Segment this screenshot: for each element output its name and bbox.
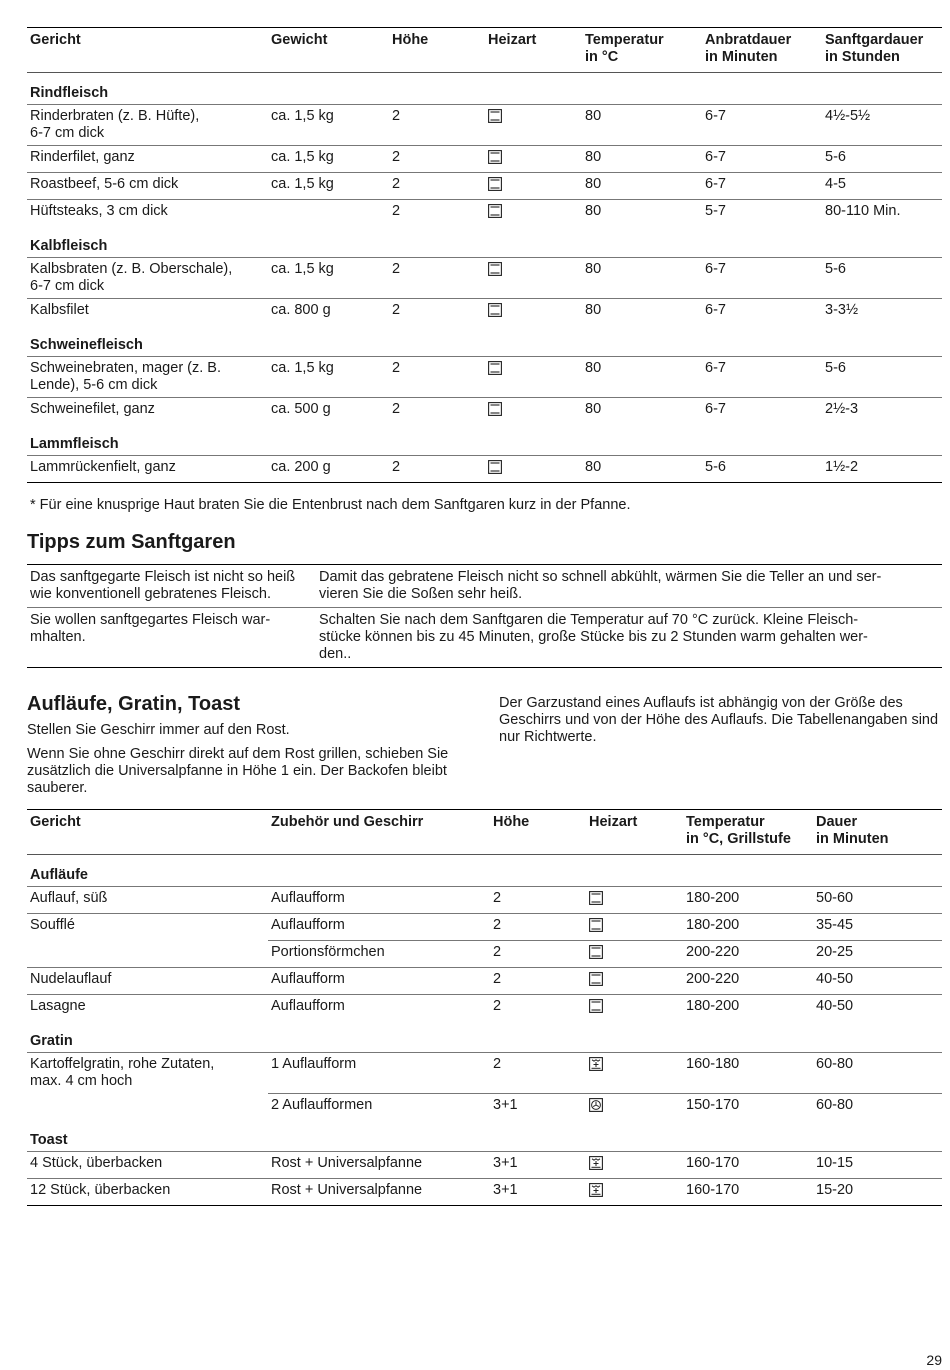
meat_table-cell-sear: 6-7 bbox=[702, 398, 822, 425]
gratin_table-cell-time: 35-45 bbox=[813, 914, 942, 941]
top-bottom-heat-icon bbox=[589, 972, 603, 986]
meat_table-cell-dish: Kalbsfilet bbox=[27, 299, 268, 326]
top-bottom-heat-icon bbox=[589, 945, 603, 959]
gratin_table-category-row bbox=[27, 855, 942, 887]
meat_table-cell-temp: 80 bbox=[582, 200, 702, 227]
tips-table bbox=[27, 564, 942, 668]
gratin_table-heat-cell bbox=[586, 1093, 683, 1120]
gratin_table-cell-temp: 180-200 bbox=[683, 995, 813, 1022]
gratin_table-cell-temp: 200-220 bbox=[683, 968, 813, 995]
meat_table-header-weight: Gewicht bbox=[268, 28, 389, 73]
meat_table-table-row bbox=[27, 173, 942, 200]
gratin_table-cell-dish: Nudelauflauf bbox=[27, 968, 268, 995]
gratin_table-cell-level: 3+1 bbox=[490, 1151, 586, 1178]
gratin_table-heat-cell bbox=[586, 887, 683, 914]
meat_table-cell-level: 2 bbox=[389, 258, 485, 299]
gratin_table-cell-level: 2 bbox=[490, 887, 586, 914]
meat_table-cell-slow: 1½-2 bbox=[822, 456, 942, 483]
gratin_table-table-row bbox=[27, 1151, 942, 1178]
gratin_table-cell-acc: Auflaufform bbox=[268, 995, 490, 1022]
meat_table-cell-temp: 80 bbox=[582, 258, 702, 299]
meat_table-heat-cell bbox=[485, 398, 582, 425]
gratin_table-category-title: Gratin bbox=[30, 1033, 73, 1049]
gratin_table-table-row bbox=[27, 1178, 942, 1205]
gratin_table-cell-acc: Auflaufform bbox=[268, 914, 490, 941]
meat_table-cell-weight: ca. 1,5 kg bbox=[268, 357, 389, 398]
meat_table-cell-level: 2 bbox=[389, 200, 485, 227]
gratin_table-header-heat: Heizart bbox=[586, 810, 683, 855]
gratin_table-cell-time: 15-20 bbox=[813, 1178, 942, 1205]
meat_table-cell-sear: 6-7 bbox=[702, 357, 822, 398]
gratin_table-cell-level: 2 bbox=[490, 914, 586, 941]
meat_table-heat-cell bbox=[485, 456, 582, 483]
meat_table-category-title: Lammfleisch bbox=[30, 436, 119, 452]
top-bottom-heat-icon bbox=[488, 177, 502, 191]
gratin_table-header-row bbox=[27, 810, 942, 855]
circulated-grill-icon bbox=[589, 1057, 603, 1071]
top-bottom-heat-icon bbox=[488, 204, 502, 218]
meat_table-heat-cell bbox=[485, 173, 582, 200]
gratin-intro-left bbox=[27, 722, 472, 797]
meat_table-table-row bbox=[27, 146, 942, 173]
gratin_table-cell-dish: 12 Stück, überbacken bbox=[27, 1178, 268, 1205]
gratin-toast-table bbox=[27, 809, 942, 1206]
meat_table-category-row bbox=[27, 325, 942, 357]
gratin_table-cell-acc: Auflaufform bbox=[268, 968, 490, 995]
meat_table-cell-weight: ca. 200 g bbox=[268, 456, 389, 483]
gratin_table-cell-acc: 2 Auflaufformen bbox=[268, 1093, 490, 1120]
gratin_table-heat-cell bbox=[586, 1151, 683, 1178]
top-bottom-heat-icon bbox=[488, 109, 502, 123]
meat_table-header-slow: Sanftgardauer in Stunden bbox=[822, 28, 942, 73]
meat_table-header-row bbox=[27, 28, 942, 73]
tips-solution: Damit das gebratene Fleisch nicht so schnell abkühlt, wärmen Sie die Teller an und ser- vieren Sie die Soßen sehr heiß. bbox=[316, 565, 942, 608]
gratin_table-cell-temp: 160-170 bbox=[683, 1151, 813, 1178]
meat_table-header-heat: Heizart bbox=[485, 28, 582, 73]
meat_table-header-dish: Gericht bbox=[27, 28, 268, 73]
meat_table-table-row bbox=[27, 357, 942, 398]
meat_table-category-title: Kalbfleisch bbox=[30, 238, 108, 254]
meat_table-cell-sear: 6-7 bbox=[702, 105, 822, 146]
meat_table-cell-temp: 80 bbox=[582, 299, 702, 326]
meat_table-cell-sear: 6-7 bbox=[702, 258, 822, 299]
gratin_table-cell-temp: 150-170 bbox=[683, 1093, 813, 1120]
gratin_table-cell-acc: Portionsförmchen bbox=[268, 941, 490, 968]
meat_table-cell-weight: ca. 800 g bbox=[268, 299, 389, 326]
meat_table-cell-level: 2 bbox=[389, 105, 485, 146]
footnote: * Für eine knusprige Haut braten Sie die Entenbrust nach dem Sanftgaren kurz in der Pfanne. bbox=[30, 497, 631, 513]
meat_table-cell-slow: 3-3½ bbox=[822, 299, 942, 326]
gratin_table-cell-time: 40-50 bbox=[813, 968, 942, 995]
meat_table-cell-temp: 80 bbox=[582, 398, 702, 425]
meat_table-cell-dish: Schweinebraten, mager (z. B. Lende), 5-6 cm dick bbox=[27, 357, 268, 398]
gratin_table-table-row bbox=[27, 887, 942, 914]
gratin_table-cell-acc: Rost + Universalpfanne bbox=[268, 1178, 490, 1205]
hot-air-icon bbox=[589, 1098, 603, 1112]
meat_table-cell-level: 2 bbox=[389, 357, 485, 398]
gratin_table-table-row bbox=[27, 1053, 942, 1094]
meat_table-table-row bbox=[27, 258, 942, 299]
gratin_table-cell-time: 40-50 bbox=[813, 995, 942, 1022]
meat_table-cell-temp: 80 bbox=[582, 173, 702, 200]
meat_table-cell-slow: 5-6 bbox=[822, 258, 942, 299]
meat_table-cell-level: 2 bbox=[389, 146, 485, 173]
gratin_table-cell-level: 2 bbox=[490, 968, 586, 995]
meat_table-cell-level: 2 bbox=[389, 398, 485, 425]
meat_table-category-row bbox=[27, 226, 942, 258]
gratin_table-cell-time: 60-80 bbox=[813, 1093, 942, 1120]
gratin_table-heat-cell bbox=[586, 1178, 683, 1205]
meat_table-cell-sear: 6-7 bbox=[702, 146, 822, 173]
meat_table-cell-level: 2 bbox=[389, 299, 485, 326]
meat_table-heat-cell bbox=[485, 299, 582, 326]
meat_table-cell-dish: Rinderbraten (z. B. Hüfte), 6-7 cm dick bbox=[27, 105, 268, 146]
meat_table-cell-temp: 80 bbox=[582, 456, 702, 483]
tips-problem: Sie wollen sanftgegartes Fleisch war- mhalten. bbox=[27, 608, 316, 668]
gratin_table-cell-temp: 180-200 bbox=[683, 887, 813, 914]
gratin_table-cell-temp: 200-220 bbox=[683, 941, 813, 968]
top-bottom-heat-icon bbox=[488, 303, 502, 317]
meat_table-category-row bbox=[27, 73, 942, 105]
gratin_table-cell-level: 2 bbox=[490, 995, 586, 1022]
meat_table-cell-sear: 5-7 bbox=[702, 200, 822, 227]
meat_table-heat-cell bbox=[485, 258, 582, 299]
top-bottom-heat-icon bbox=[589, 999, 603, 1013]
gratin_table-cell-time: 60-80 bbox=[813, 1053, 942, 1094]
meat_table-cell-dish: Lammrückenfielt, ganz bbox=[27, 456, 268, 483]
gratin_table-table-row bbox=[27, 914, 942, 941]
meat_table-cell-level: 2 bbox=[389, 456, 485, 483]
gratin_table-cell-dish: Kartoffelgratin, rohe Zutaten, max. 4 cm hoch bbox=[27, 1053, 268, 1094]
tips-title: Tipps zum Sanftgaren bbox=[27, 531, 236, 553]
top-bottom-heat-icon bbox=[488, 361, 502, 375]
tips-row bbox=[27, 565, 942, 608]
gratin_table-cell-time: 20-25 bbox=[813, 941, 942, 968]
meat_table-heat-cell bbox=[485, 200, 582, 227]
gratin_table-category-row bbox=[27, 1120, 942, 1152]
gratin_table-table-row bbox=[27, 941, 942, 968]
top-bottom-heat-icon bbox=[589, 891, 603, 905]
gratin_table-cell-acc: Auflaufform bbox=[268, 887, 490, 914]
gratin_table-heat-cell bbox=[586, 941, 683, 968]
tips-solution: Schalten Sie nach dem Sanftgaren die Temperatur auf 70 °C zurück. Kleine Fleisch- stücke können bis zu 45 Minuten, große Stücke bis zu 2 Stunden warm gehalten wer- den.. bbox=[316, 608, 942, 668]
gratin_table-cell-dish: Auflauf, süß bbox=[27, 887, 268, 914]
gratin_table-cell-temp: 160-170 bbox=[683, 1178, 813, 1205]
meat_table-cell-dish: Kalbsbraten (z. B. Oberschale), 6-7 cm dick bbox=[27, 258, 268, 299]
gratin_table-table-row bbox=[27, 995, 942, 1022]
gratin_table-header-time: Dauer in Minuten bbox=[813, 810, 942, 855]
gratin-intro-paragraph-3: Der Garzustand eines Auflaufs ist abhängig von der Größe des Geschirrs und von der Höhe des Auflaufs. Die Tabellenangaben sind nur Richtwerte. bbox=[499, 695, 939, 745]
meat_table-cell-temp: 80 bbox=[582, 146, 702, 173]
gratin_table-heat-cell bbox=[586, 914, 683, 941]
top-bottom-heat-icon bbox=[488, 460, 502, 474]
gratin-intro-paragraph-1: Stellen Sie Geschirr immer auf den Rost. bbox=[27, 722, 290, 738]
meat_table-cell-weight: ca. 1,5 kg bbox=[268, 173, 389, 200]
gratin_table-cell-dish: Soufflé bbox=[27, 914, 268, 941]
meat_table-header-level: Höhe bbox=[389, 28, 485, 73]
meat_table-header-temp: Temperatur in °C bbox=[582, 28, 702, 73]
gratin_table-heat-cell bbox=[586, 995, 683, 1022]
meat_table-heat-cell bbox=[485, 105, 582, 146]
meat_table-cell-slow: 5-6 bbox=[822, 146, 942, 173]
gratin_table-table-row bbox=[27, 968, 942, 995]
meat_table-cell-dish: Roastbeef, 5-6 cm dick bbox=[27, 173, 268, 200]
meat_table-cell-temp: 80 bbox=[582, 357, 702, 398]
meat_table-header-sear: Anbratdauer in Minuten bbox=[702, 28, 822, 73]
gratin_table-cell-dish bbox=[27, 1093, 268, 1120]
gratin_table-cell-time: 10-15 bbox=[813, 1151, 942, 1178]
meat_table-table-row bbox=[27, 299, 942, 326]
meat_table-cell-dish: Hüftsteaks, 3 cm dick bbox=[27, 200, 268, 227]
meat_table-heat-cell bbox=[485, 357, 582, 398]
tips-problem: Das sanftgegarte Fleisch ist nicht so heiß wie konventionell gebratenes Fleisch. bbox=[27, 565, 316, 608]
gratin_table-header-level: Höhe bbox=[490, 810, 586, 855]
page-number: 29 bbox=[926, 1352, 942, 1368]
meat_table-cell-sear: 5-6 bbox=[702, 456, 822, 483]
meat_table-cell-sear: 6-7 bbox=[702, 173, 822, 200]
meat_table-cell-weight: ca. 1,5 kg bbox=[268, 258, 389, 299]
meat_table-cell-slow: 4½-5½ bbox=[822, 105, 942, 146]
gratin_table-cell-dish: Lasagne bbox=[27, 995, 268, 1022]
meat_table-table-row bbox=[27, 200, 942, 227]
meat_table-cell-slow: 5-6 bbox=[822, 357, 942, 398]
meat_table-cell-level: 2 bbox=[389, 173, 485, 200]
meat_table-cell-sear: 6-7 bbox=[702, 299, 822, 326]
meat_table-cell-weight bbox=[268, 200, 389, 227]
meat_table-cell-slow: 4-5 bbox=[822, 173, 942, 200]
meat_table-cell-temp: 80 bbox=[582, 105, 702, 146]
gratin-section-title: Aufläufe, Gratin, Toast bbox=[27, 693, 240, 715]
meat_table-category-title: Rindfleisch bbox=[30, 85, 109, 101]
meat_table-heat-cell bbox=[485, 146, 582, 173]
gratin_table-cell-level: 2 bbox=[490, 1053, 586, 1094]
top-bottom-heat-icon bbox=[488, 262, 502, 276]
meat_table-table-row bbox=[27, 398, 942, 425]
circulated-grill-icon bbox=[589, 1183, 603, 1197]
gratin_table-cell-time: 50-60 bbox=[813, 887, 942, 914]
gratin_table-category-row bbox=[27, 1021, 942, 1053]
gratin_table-cell-level: 3+1 bbox=[490, 1093, 586, 1120]
meat_table-cell-weight: ca. 1,5 kg bbox=[268, 105, 389, 146]
gratin_table-cell-temp: 180-200 bbox=[683, 914, 813, 941]
tips-row bbox=[27, 608, 942, 668]
meat_table-category-title: Schweinefleisch bbox=[30, 337, 143, 353]
gratin_table-cell-dish bbox=[27, 941, 268, 968]
top-bottom-heat-icon bbox=[589, 918, 603, 932]
gratin_table-cell-acc: Rost + Universalpfanne bbox=[268, 1151, 490, 1178]
gratin_table-category-title: Toast bbox=[30, 1131, 68, 1148]
top-bottom-heat-icon bbox=[488, 402, 502, 416]
gratin-intro-paragraph-2: Wenn Sie ohne Geschirr direkt auf dem Rost grillen, schieben Sie zusätzlich die Universalpfanne in Höhe 1 ein. Der Backofen bleibt sauberer. bbox=[27, 746, 449, 796]
gratin_table-heat-cell bbox=[586, 968, 683, 995]
gratin_table-cell-level: 2 bbox=[490, 941, 586, 968]
meat_table-cell-dish: Schweinefilet, ganz bbox=[27, 398, 268, 425]
meat_table-cell-weight: ca. 1,5 kg bbox=[268, 146, 389, 173]
gratin-intro-right bbox=[499, 695, 944, 746]
meat_table-table-row bbox=[27, 456, 942, 483]
slow-cooking-meat-table bbox=[27, 27, 942, 483]
gratin_table-header-temp: Temperatur in °C, Grillstufe bbox=[683, 810, 813, 855]
meat_table-cell-weight: ca. 500 g bbox=[268, 398, 389, 425]
top-bottom-heat-icon bbox=[488, 150, 502, 164]
meat_table-table-row bbox=[27, 105, 942, 146]
gratin_table-header-acc: Zubehör und Geschirr bbox=[268, 810, 490, 855]
gratin_table-table-row bbox=[27, 1093, 942, 1120]
gratin_table-cell-dish: 4 Stück, überbacken bbox=[27, 1151, 268, 1178]
circulated-grill-icon bbox=[589, 1156, 603, 1170]
gratin_table-category-title: Aufläufe bbox=[30, 867, 88, 883]
gratin_table-heat-cell bbox=[586, 1053, 683, 1094]
meat_table-cell-slow: 2½-3 bbox=[822, 398, 942, 425]
gratin_table-cell-acc: 1 Auflaufform bbox=[268, 1053, 490, 1094]
gratin_table-cell-level: 3+1 bbox=[490, 1178, 586, 1205]
meat_table-cell-slow: 80-110 Min. bbox=[822, 200, 942, 227]
gratin_table-cell-temp: 160-180 bbox=[683, 1053, 813, 1094]
meat_table-category-row bbox=[27, 424, 942, 456]
gratin_table-header-dish: Gericht bbox=[27, 810, 268, 855]
meat_table-cell-dish: Rinderfilet, ganz bbox=[27, 146, 268, 173]
